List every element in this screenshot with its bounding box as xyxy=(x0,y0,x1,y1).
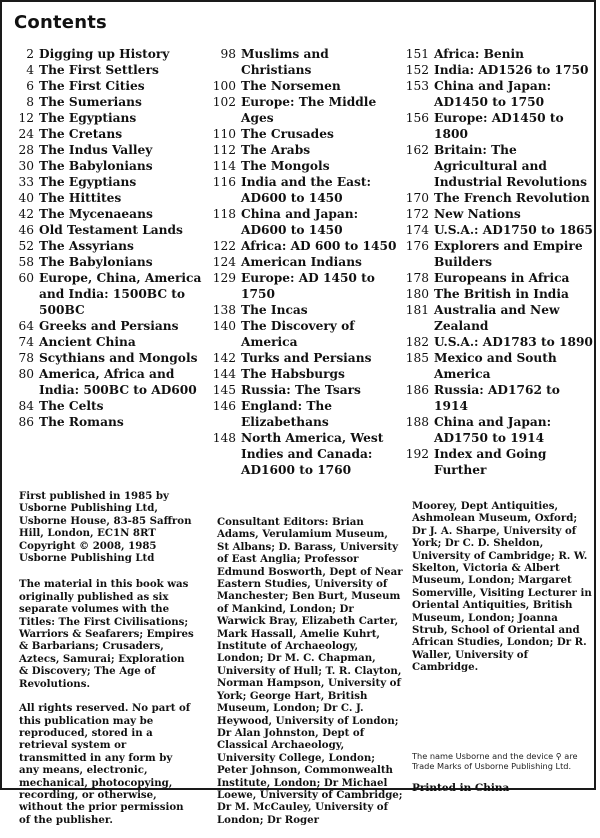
toc-entry-title: China and Japan: AD600 to 1450 xyxy=(241,207,359,237)
toc-entry xyxy=(14,398,206,414)
toc-entry-title: Britain: The Agricultural and Industrial Revolutions xyxy=(434,143,587,189)
toc-entry-title: The Habsburgs xyxy=(241,367,345,381)
toc-page-number: 124 xyxy=(212,255,236,269)
toc-entry-title: Old Testament Lands xyxy=(39,223,183,237)
toc-entry xyxy=(405,414,593,446)
toc-column-3 xyxy=(405,46,593,478)
toc-entry-title: Scythians and Mongols xyxy=(39,351,198,365)
toc-page-number: 4 xyxy=(26,63,34,77)
toc-entry xyxy=(212,430,402,478)
toc-entry-title: The First Settlers xyxy=(39,63,159,77)
toc-entry-title: Australia and New Zealand xyxy=(434,303,560,333)
toc-entry xyxy=(212,350,402,366)
toc-page-number: 74 xyxy=(18,335,34,349)
toc-entry-title: The Arabs xyxy=(241,143,311,157)
toc-entry xyxy=(212,398,402,430)
toc-entry xyxy=(212,126,402,142)
toc-entry-title: The Norsemen xyxy=(241,79,341,93)
toc-page-number: 116 xyxy=(212,175,236,189)
toc-entry xyxy=(212,382,402,398)
toc-entry xyxy=(212,238,402,254)
toc-page-number: 60 xyxy=(18,271,34,285)
toc-entry-title: The Celts xyxy=(39,399,104,413)
toc-entry xyxy=(14,190,206,206)
toc-page-number: 148 xyxy=(212,431,236,445)
toc-entry-title: The Mycenaeans xyxy=(39,207,153,221)
toc-entry xyxy=(212,142,402,158)
toc-entry xyxy=(14,78,206,94)
toc-entry xyxy=(405,78,593,110)
toc-entry xyxy=(405,270,593,286)
toc-entry-title: Ancient China xyxy=(39,335,136,349)
toc-entry-title: The Egyptians xyxy=(39,175,137,189)
toc-page-number: 146 xyxy=(212,399,236,413)
toc-entry-title: The British in India xyxy=(434,287,569,301)
toc-entry-title: Africa: AD 600 to 1450 xyxy=(241,239,397,253)
toc-entry xyxy=(212,94,402,126)
toc-page-number: 12 xyxy=(18,111,34,125)
toc-entry-title: China and Japan: AD1750 to 1914 xyxy=(434,415,552,445)
toc-entry xyxy=(14,334,206,350)
toc-column-2 xyxy=(212,46,402,478)
toc-entry-title: India: AD1526 to 1750 xyxy=(434,63,589,77)
toc-entry-title: America, Africa and India: 500BC to AD600 xyxy=(39,367,197,397)
toc-page-number: 174 xyxy=(405,223,429,237)
toc-entry-title: England: The Elizabethans xyxy=(241,399,333,429)
toc-entry-title: The Assyrians xyxy=(39,239,134,253)
toc-entry-title: The Mongols xyxy=(241,159,330,173)
toc-entry xyxy=(14,142,206,158)
toc-page-number: 176 xyxy=(405,239,429,253)
toc-page-number: 78 xyxy=(18,351,34,365)
toc-column-1 xyxy=(14,46,206,430)
consultant-editors: Consultant Editors: Brian Adams, Verulamium Museum, St Albans; D. Barass, University of East Anglia; Professor Edmund Bosworth, Dept of Near Eastern Studies, University of Manchester; Ben Burt, Museum of Mankind, London; Dr Warwick Bray, Elizabeth Carter, Mark Hassall, Amelie Kuhrt, Institute of Archaeology, London; Dr M. C. Chapman, University of Hull; T. R. Clayton, Norman Hampson, University of York; George Hart, British Museum, London; Dr C. J. Heywood, University of London; Dr Alan Johnston, Dept of Classical Archaeology, University College, London; Peter Johnson, Commonwealth Institute, London; Dr Michael Loewe, University of Cambridge; Dr M. McCauley, University of London; Dr Roger xyxy=(217,516,403,826)
toc-entry xyxy=(14,238,206,254)
toc-entry xyxy=(405,302,593,334)
toc-page-number: 162 xyxy=(405,143,429,157)
toc-entry xyxy=(405,350,593,382)
toc-entry-title: The Egyptians xyxy=(39,111,137,125)
toc-page-number: 118 xyxy=(212,207,236,221)
toc-entry xyxy=(405,222,593,238)
toc-entry xyxy=(405,238,593,270)
toc-entry xyxy=(14,414,206,430)
toc-page-number: 170 xyxy=(405,191,429,205)
toc-entry-title: The Babylonians xyxy=(39,255,153,269)
toc-entry-title: Europe: AD 1450 to 1750 xyxy=(241,271,375,301)
toc-entry-title: Europeans in Africa xyxy=(434,271,570,285)
toc-page-number: 84 xyxy=(18,399,34,413)
toc-entry-title: The Babylonians xyxy=(39,159,153,173)
toc-entry-title: Russia: AD1762 to 1914 xyxy=(434,383,560,413)
toc-page-number: 140 xyxy=(212,319,236,333)
toc-page-number: 2 xyxy=(26,47,34,61)
toc-page-number: 114 xyxy=(212,159,236,173)
rights-notice: All rights reserved. No part of this publication may be reproduced, stored in a retrieval system or transmitted in any form by any means, electronic, mechanical, photocopying, recording, or otherwise, without the prior permission of the publisher. xyxy=(19,702,191,826)
toc-entry xyxy=(405,62,593,78)
toc-entry xyxy=(14,222,206,238)
toc-entry xyxy=(212,318,402,350)
toc-entry-title: Explorers and Empire Builders xyxy=(434,239,583,269)
toc-entry xyxy=(405,142,593,190)
toc-page-number: 145 xyxy=(212,383,236,397)
toc-page-number: 182 xyxy=(405,335,429,349)
toc-page-number: 144 xyxy=(212,367,236,381)
toc-page-number: 112 xyxy=(212,143,236,157)
toc-entry xyxy=(405,334,593,350)
toc-entry-title: The Hittites xyxy=(39,191,122,205)
toc-page-number: 110 xyxy=(212,127,236,141)
toc-entry xyxy=(212,366,402,382)
toc-page-number: 42 xyxy=(18,207,34,221)
toc-entry-title: Africa: Benin xyxy=(434,47,525,61)
toc-page-number: 188 xyxy=(405,415,429,429)
toc-page-number: 142 xyxy=(212,351,236,365)
toc-page-number: 24 xyxy=(18,127,34,141)
toc-entry-title: China and Japan: AD1450 to 1750 xyxy=(434,79,552,109)
toc-entry-title: Russia: The Tsars xyxy=(241,383,361,397)
toc-entry-title: Turks and Persians xyxy=(241,351,372,365)
toc-page-number: 156 xyxy=(405,111,429,125)
toc-page-number: 185 xyxy=(405,351,429,365)
toc-entry xyxy=(212,174,402,206)
toc-entry xyxy=(14,366,206,398)
toc-entry xyxy=(14,350,206,366)
toc-entry xyxy=(14,126,206,142)
original-volumes-note: The material in this book was originally published as six separate volumes with the Titles: The First Civilisations; Warriors & Seafarers; Empires & Barbarians; Crusaders, Aztecs, Samurai; Exploration & Discovery; The Age of Revolutions. xyxy=(19,578,194,690)
toc-page-number: 181 xyxy=(405,303,429,317)
toc-page-number: 58 xyxy=(18,255,34,269)
toc-entry xyxy=(14,254,206,270)
toc-entry xyxy=(14,110,206,126)
toc-page-number: 6 xyxy=(26,79,34,93)
toc-page-number: 122 xyxy=(212,239,236,253)
toc-page-number: 52 xyxy=(18,239,34,253)
toc-entry xyxy=(212,158,402,174)
toc-page-number: 30 xyxy=(18,159,34,173)
toc-entry xyxy=(212,206,402,238)
toc-entry-title: The Romans xyxy=(39,415,124,429)
toc-page-number: 172 xyxy=(405,207,429,221)
toc-entry-title: The Sumerians xyxy=(39,95,142,109)
toc-entry-title: The Incas xyxy=(241,303,308,317)
toc-page-number: 102 xyxy=(212,95,236,109)
toc-entry xyxy=(405,110,593,142)
toc-page-number: 151 xyxy=(405,47,429,61)
toc-entry xyxy=(212,254,402,270)
toc-entry-title: North America, West Indies and Canada: AD1600 to 1760 xyxy=(241,431,384,477)
toc-page-number: 46 xyxy=(18,223,34,237)
toc-entry-title: The First Cities xyxy=(39,79,145,93)
toc-entry xyxy=(14,158,206,174)
consultant-editors-continued: Moorey, Dept Antiquities, Ashmolean Museum, Oxford; Dr J. A. Sharpe, University of York; Dr C. D. Sheldon, University of Cambridge; R. W. Skelton, Victoria & Albert Museum, London; Margaret Somerville, Visiting Lecturer in Oriental Antiquities, British Museum, London; Joanna Strub, School of Oriental and African Studies, London; Dr R. Waller, University of Cambridge. xyxy=(412,500,592,674)
toc-entry xyxy=(212,302,402,318)
toc-entry xyxy=(405,382,593,414)
toc-entry-title: New Nations xyxy=(434,207,521,221)
toc-page-number: 28 xyxy=(18,143,34,157)
publication-info xyxy=(19,490,194,838)
toc-entry-title: Mexico and South America xyxy=(434,351,557,381)
toc-page-number: 129 xyxy=(212,271,236,285)
toc-page-number: 86 xyxy=(18,415,34,429)
printed-in: Printed in China xyxy=(412,782,510,794)
toc-page-number: 98 xyxy=(220,47,236,61)
toc-entry xyxy=(14,206,206,222)
toc-entry xyxy=(405,446,593,478)
toc-page-number: 192 xyxy=(405,447,429,461)
trademark-notice: The name Usborne and the device ⚲ are Trade Marks of Usborne Publishing Ltd. xyxy=(412,751,578,771)
toc-page-number: 178 xyxy=(405,271,429,285)
toc-entry xyxy=(14,174,206,190)
toc-entry xyxy=(14,94,206,110)
toc-entry-title: American Indians xyxy=(241,255,362,269)
toc-page-number: 180 xyxy=(405,287,429,301)
toc-entry xyxy=(212,270,402,302)
toc-page-number: 152 xyxy=(405,63,429,77)
toc-entry-title: Digging up History xyxy=(39,47,170,61)
toc-entry-title: The Indus Valley xyxy=(39,143,153,157)
toc-entry xyxy=(14,270,206,318)
toc-entry xyxy=(405,286,593,302)
toc-page-number: 138 xyxy=(212,303,236,317)
toc-entry-title: India and the East: AD600 to 1450 xyxy=(241,175,372,205)
toc-entry-title: Greeks and Persians xyxy=(39,319,179,333)
toc-entry-title: The Crusades xyxy=(241,127,334,141)
toc-entry-title: U.S.A.: AD1783 to 1890 xyxy=(434,335,593,349)
toc-entry-title: Muslims and Christians xyxy=(241,47,329,77)
toc-entry xyxy=(212,78,402,94)
toc-entry xyxy=(14,46,206,62)
toc-page-number: 80 xyxy=(18,367,34,381)
toc-page-number: 100 xyxy=(212,79,236,93)
toc-entry-title: Europe: The Middle Ages xyxy=(241,95,377,125)
toc-entry-title: Europe: AD1450 to 1800 xyxy=(434,111,564,141)
toc-entry xyxy=(405,190,593,206)
toc-page-number: 153 xyxy=(405,79,429,93)
toc-entry-title: Europe, China, America and India: 1500BC to 500BC xyxy=(39,271,202,317)
toc-entry xyxy=(14,318,206,334)
toc-entry xyxy=(405,206,593,222)
toc-page-number: 33 xyxy=(18,175,34,189)
toc-entry xyxy=(212,46,402,78)
toc-page-number: 8 xyxy=(26,95,34,109)
toc-entry-title: The Cretans xyxy=(39,127,123,141)
toc-page-number: 64 xyxy=(18,319,34,333)
toc-page-number: 40 xyxy=(18,191,34,205)
toc-entry-title: The Discovery of America xyxy=(241,319,355,349)
toc-entry-title: Index and Going Further xyxy=(434,447,547,477)
page-title: Contents xyxy=(14,12,107,33)
toc-entry-title: The French Revolution xyxy=(434,191,590,205)
toc-entry xyxy=(14,62,206,78)
publisher-details: First published in 1985 by Usborne Publishing Ltd, Usborne House, 83-85 Saffron Hill, London, EC1N 8RT Copyright © 2008, 1985 Usborne Publishing Ltd xyxy=(19,490,192,565)
toc-entry-title: U.S.A.: AD1750 to 1865 xyxy=(434,223,593,237)
toc-page-number: 186 xyxy=(405,383,429,397)
toc-entry xyxy=(405,46,593,62)
